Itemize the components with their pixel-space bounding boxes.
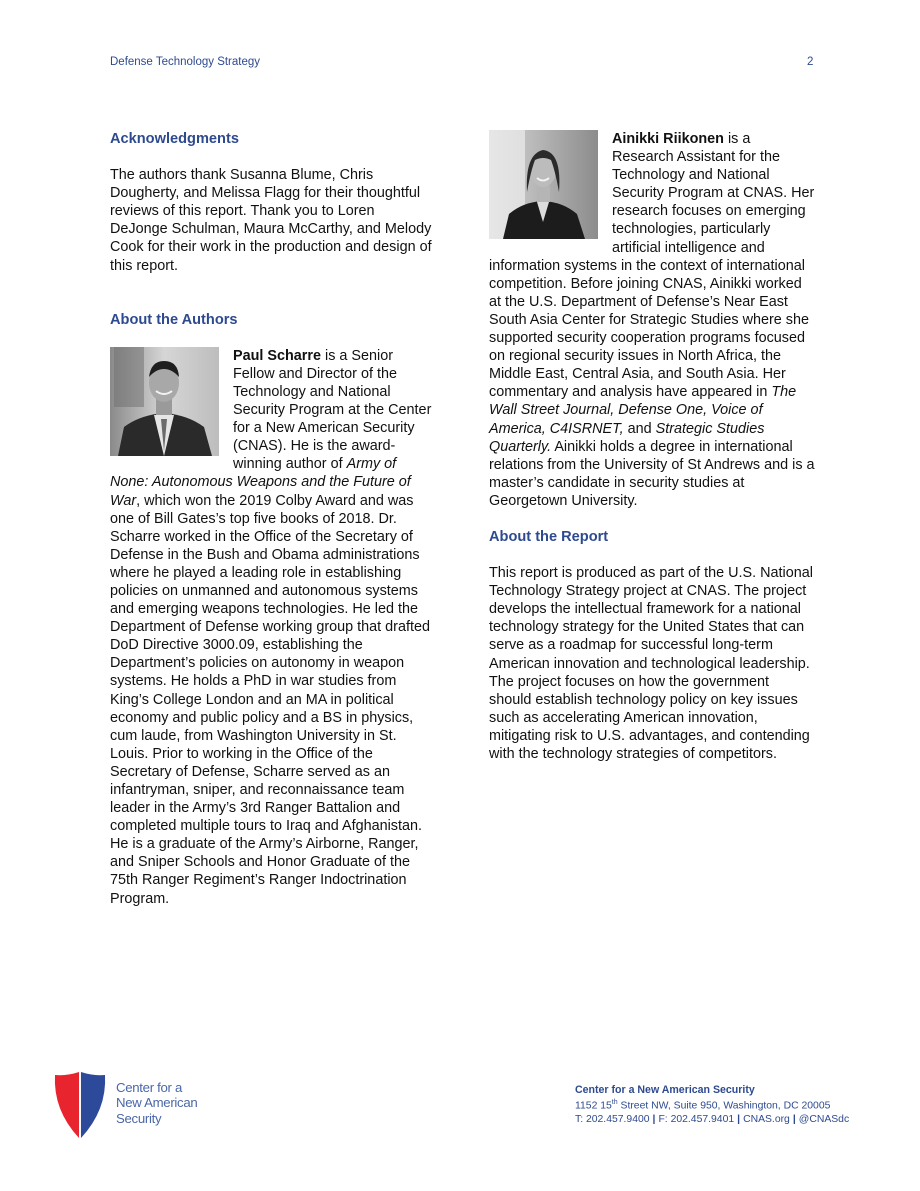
acknowledgments-text: The authors thank Susanna Blume, Chris Dougherty, and Melissa Flagg for their thoughtful reviews of this report. Thank you to Loren DeJonge Schulman, Maura McCarthy, and Melody Cook for their work in the production and design of this report. [110,167,432,274]
about-report-heading: About the Report [489,528,609,545]
left-column [110,130,436,908]
page-number: 2 [807,56,814,68]
riikonen-and: and [623,420,656,437]
right-column [489,130,815,763]
footer-phone: T: 202.457.9400 [575,1114,650,1125]
scharre-bio [110,347,436,908]
footer-address-street: Street NW, Suite 950, Washington, DC 20005 [617,1100,831,1112]
acknowledgments-heading: Acknowledgments [110,131,239,147]
scharre-bio-part1: is a Senior Fellow and Director of the Technology and National Security Program at the Center for a New American Security (CNAS). He is the award-winning author of [233,347,432,473]
shield-red-half [55,1072,79,1138]
scharre-bio-part2: , which won the 2019 Colby Award and was one of Bill Gates’s top five books of 2018. Dr. Scharre worked in the Office of the Secretary of Defense in the Bush and Obama administrations where he played a leading role in establishing policies on unmanned and autonomous systems and emerging weapons technologies. He led the Department of Defense working group that drafted DoD Directive 3000.09, establishing the Department’s policies on autonomy in weapon systems. He holds a PhD in war studies from King’s College London and an MA in political economy and public policy and a BS in physics, cum laude, from Washington University in St. Louis. Prior to working in the Office of the Secretary of Defense, Scharre served as an infantryman, sniper, and reconnaissance team leader in the Army’s 3rd Ranger Battalion and completed multiple tours to Iraq and Afghanistan. He is a graduate of the Army’s Airborne, Ranger, and Sniper Schools and Honor Graduate of the 75th Ranger Regiment’s Ranger Indoctrination Program. [110,492,430,907]
footer-website-link[interactable]: CNAS.org [743,1114,790,1125]
riikonen-bio-part2: Ainikki holds a degree in international relations from the University of St Andrews and is a master’s candidate in security studies at Georgetown University. [489,438,815,509]
scharre-photo [110,347,219,456]
footer-org-name: Center for a New American Security [575,1084,755,1096]
logo-wordmark [116,1080,197,1126]
footer-address-number: 1152 15 [575,1100,612,1112]
logo-line-1: Center for a [116,1080,183,1095]
riikonen-name: Ainikki Riikonen [612,131,724,147]
logo-line-3: Security [116,1110,162,1126]
riikonen-outlets-2: Strategic Studies Quarterly. [489,420,765,455]
riikonen-outlets-1: The Wall Street Journal, Defense One, Voice of America, C4ISRNET, [489,384,797,437]
footer-contact: T: 202.457.9400 | F: 202.457.9401 | CNAS.org | @CNASdc [575,1114,850,1125]
logo-line-2: New American [116,1095,198,1111]
scharre-name: Paul Scharre [233,347,321,364]
riikonen-bio-part1: is a Research Assistant for the Technology and National Security Program at CNAS. Her research focuses on emerging technologies, particularly artificial intelligence and information systems in the context of international competition. Before joining CNAS, Ainikki worked at the U.S. Department of Defense’s Near East South Asia Center for Strategic Studies where she supported security cooperation programs focused on regional security issues in North Africa, the Middle East, Central Asia, and South Asia. Her commentary and analysis have appeared in [489,131,815,401]
footer-fax: F: 202.457.9401 [658,1114,735,1125]
about-report-text: This report is produced as part of the U.S. National Technology Strategy project at CNAS. The project develops the intellectual framework for a national technology strategy for the United States that can serve as a roadmap for successful long-term American innovation and technological leadership. The project focuses on how the government should establish technology policy on key issues such as accelerating American innovation, mitigating risk to U.S. advantages, and contending with the technology strategies of competitors. [489,565,813,762]
scharre-book-title: Army of None: Autonomous Weapons and the Future of War [110,456,411,509]
cnas-shield-logo [53,1070,107,1140]
footer-address-suffix: th [611,1099,618,1106]
about-authors-heading: About the Authors [110,311,238,328]
footer-address [575,1099,830,1111]
riikonen-photo [489,130,598,239]
running-title: Defense Technology Strategy [110,56,261,68]
riikonen-bio [489,130,815,510]
footer-social-handle[interactable]: @CNASdc [798,1114,850,1125]
shield-blue-half [81,1072,105,1138]
